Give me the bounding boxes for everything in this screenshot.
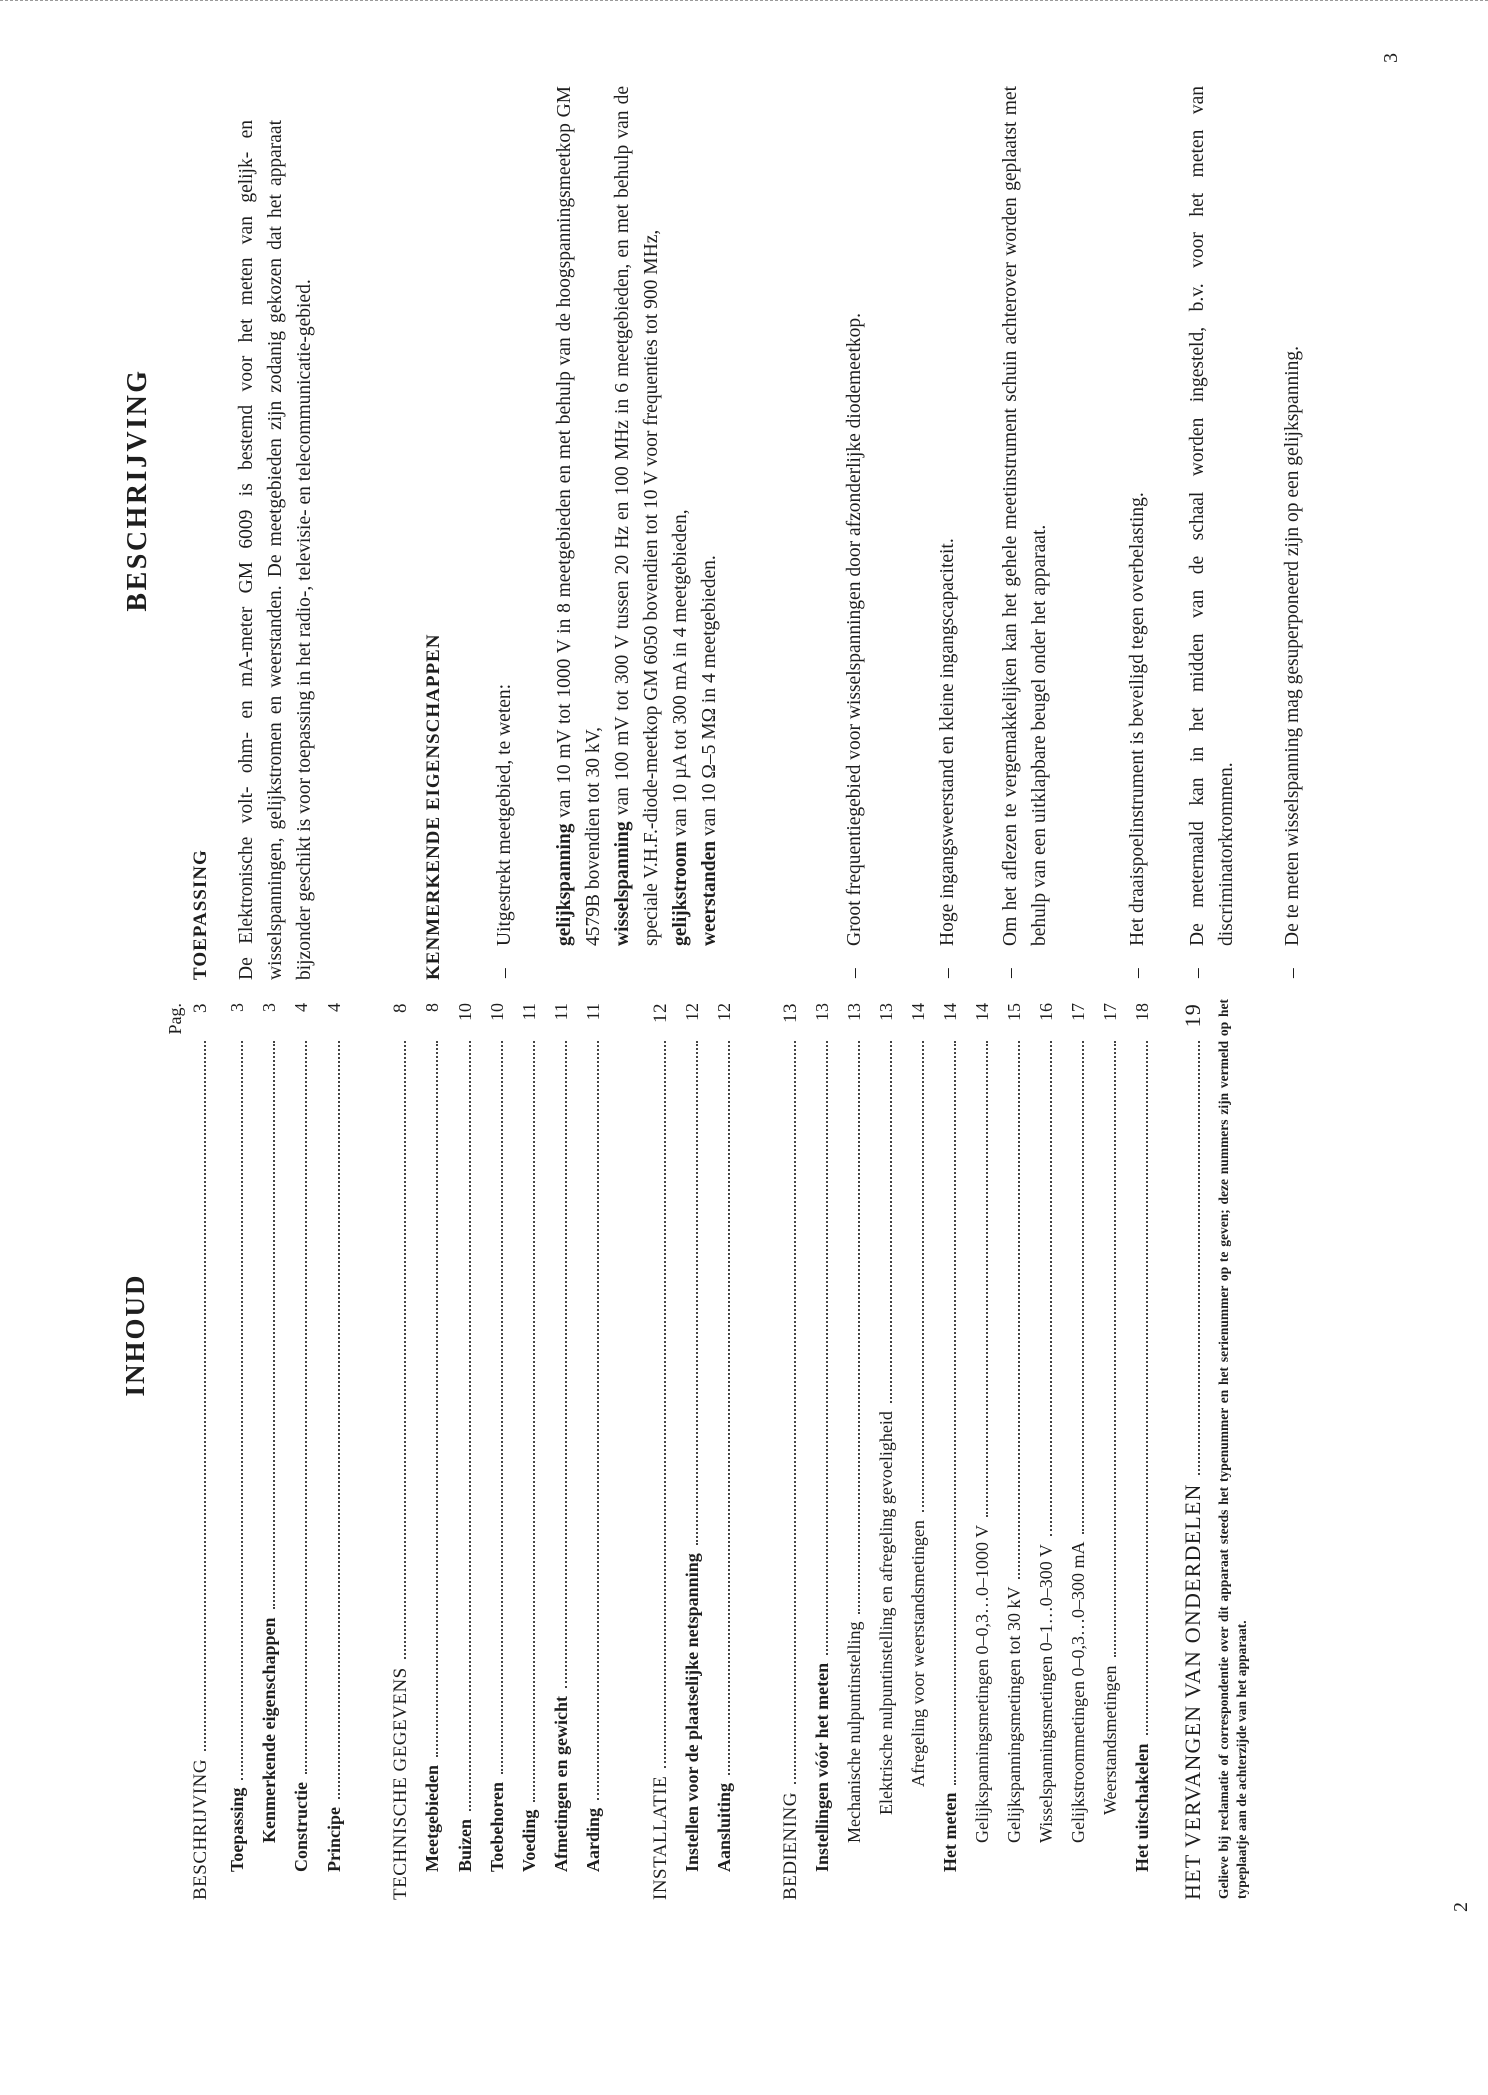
toc-entry-page: 15 [1004,1003,1024,1021]
toc-entry-page: 12 [714,1003,734,1021]
dot-leader [1017,1041,1020,1579]
dot-leader [304,1041,307,1774]
dot-leader [240,1041,243,1780]
dot-leader [1113,1041,1116,1657]
toc-entry-page: 12 [650,1003,671,1023]
toc-entry-label: Meetgebieden [422,1765,442,1872]
toc-entry [1004,1003,1034,1900]
toc-entry [583,1003,613,1900]
toc-entry-label: Buizen [455,1818,475,1872]
toc-entry [972,1003,1002,1900]
list-dash: – [1282,968,1303,978]
toc-entry [259,1003,289,1900]
feature-text: De te meten wisselspanning mag gesuperponeerd zijn op een gelijkspanning. [1282,345,1303,946]
feature-text: Hoge ingangsweerstand en kleine ingangscapaciteit. [937,538,958,946]
page-number-right: 3 [1380,53,1402,63]
text-weerstanden: van 10 Ω–5 MΩ in 4 meetgebieden. [699,555,720,841]
toc-entry-page: 4 [291,1003,311,1012]
dot-leader [889,1041,892,1403]
page-number-left: 2 [1450,1902,1472,1912]
toc-entry-page: 13 [844,1003,864,1021]
description-title: BESCHRIJVING [122,368,153,612]
dot-leader [435,1041,438,1757]
toc-entry-label: Kenmerkende eigenschappen [259,1617,279,1843]
toc-entry-page: 18 [1132,1003,1152,1021]
toc-entry [1068,1003,1098,1900]
toc-entry [812,1003,842,1900]
toc-entry-page: 16 [1036,1003,1056,1021]
toc-entry-page: 13 [780,1003,801,1023]
toc-entry-page: 3 [259,1003,279,1012]
dot-leader [532,1041,535,1802]
toc-entry-label: Gelijkspanningsmetingen 0–0,3…0–1000 V [972,1524,992,1843]
toc-entry-label: Het meten [940,1792,960,1872]
term-weerstanden: weerstanden [699,840,720,946]
toc-entry-label: Constructie [291,1782,311,1872]
toc-entry-label: BESCHRIJVING [190,1758,211,1900]
dot-leader [468,1041,471,1811]
toc-entry [908,1003,938,1900]
toc-entry-label: Wisselspanningsmetingen 0–1…0–300 V [1036,1544,1056,1843]
toc-entry [291,1003,321,1900]
toc-entry [422,1003,452,1900]
dot-leader [596,1041,599,1800]
toc-entry [551,1003,581,1900]
toc-entry-page: 13 [812,1003,832,1021]
dot-leader [1145,1041,1148,1736]
dot-leader [203,1041,206,1751]
toc-entry-page: 12 [682,1003,702,1021]
dot-leader [825,1041,828,1655]
toc-entry-label: Weerstandsmetingen [1100,1665,1120,1815]
toc-entry [390,1003,420,1900]
toc-entry [519,1003,549,1900]
toepassing-text: De Elektronische volt- ohm- en mA-meter GM 6009 is bestemd voor het meten van gelijk- en wisselspanningen, gelijkstromen en weerstanden. De meetgebieden zijn zodanig gekozen dat het apparaat bijzonder geschikt is voor toepassing in het radio-, televisie- en telecommunicatie-gebied. [236,120,315,980]
toc-entry-label: Toepassing [227,1787,247,1872]
list-dash: – [937,968,958,978]
term-gelijkspanning: gelijkspanning [554,823,575,946]
toc-entry-label: INSTALLATIE [650,1775,671,1900]
text-gelijkstroom: van 10 µA tot 300 mA in 4 meetgebieden, [670,509,691,842]
dot-leader [727,1041,730,1775]
feature-text: Groot frequentiegebied voor wisselspanningen door afzonderlijke diodemeetkop. [844,312,865,946]
feature-text: De meternaald kan in het midden van de schaal worden ingesteld, b.v. voor het meten van discriminatorkrommen. [1187,86,1237,946]
toc-entry [190,1003,220,1900]
toc-entry [227,1003,257,1900]
toc-entry-label: Afmetingen en gewicht [551,1696,571,1872]
toc-entry-label: Afregeling voor weerstandsmetingen [908,1520,928,1787]
toc-entry [682,1003,712,1900]
toc-entry-label: TECHNISCHE GEGEVENS [390,1667,411,1900]
toc-entry-page: 10 [455,1003,475,1021]
toc-entry-page: 11 [551,1003,571,1021]
toc-entry-label: Instellen voor de plaatselijke netspanning [682,1553,702,1872]
toc-entry-label: Aansluiting [714,1782,734,1872]
toc-page-column-label: Pag. [165,1003,185,1035]
text-wisselspanning: van 100 mV tot 300 V tussen 20 Hz en 100 MHz in 6 meetgebieden, en met behulp van de speciale V.H.F.-diode-meetkop GM 6050 bovendien tot 10 V voor frequenties tot 900 MHz, [612,86,662,946]
toc-title: INHOUD [120,1273,150,1397]
toc-footnote: Gelieve bij reclamatie of correspondentie over dit apparaat steeds het typenummer en het serienummer op te geven; deze nummers zijn vermeld op het typeplaatje aan de achterzijde van het apparaat. [1216,999,1249,1899]
toc-entry [487,1003,517,1900]
dot-leader [857,1041,860,1614]
dot-leader [337,1041,340,1799]
dot-leader [1197,1041,1200,1475]
dot-leader [1049,1041,1052,1536]
toc-entry-page: 11 [583,1003,603,1021]
toc-entry-page: 8 [422,1003,442,1012]
toc-entry [1100,1003,1130,1900]
toc-entry-page: 17 [1100,1003,1120,1021]
toc-entry-page: 10 [487,1003,507,1021]
dot-leader [403,1041,406,1659]
toc-entry-label: Instellingen vóór het meten [812,1662,832,1872]
list-dash: – [844,968,865,978]
dot-leader [953,1041,956,1785]
toc-entry-label: Aarding [583,1807,603,1872]
toc-entry-page: 19 [1180,1003,1205,1028]
toc-entry [1132,1003,1162,1900]
term-gelijkstroom: gelijkstroom [670,841,691,946]
toc-entry-page: 4 [324,1003,344,1012]
heading-toepassing: TOEPASSING [190,849,211,980]
toc-entry-label: HET VERVANGEN VAN ONDERDELEN [1180,1483,1205,1900]
toc-entry-label: Gelijkspanningsmetingen tot 30 kV [1004,1586,1024,1843]
toc-entry-label: Voeding [519,1809,539,1872]
list-dash: – [1000,968,1021,978]
dot-leader [1081,1041,1084,1534]
toc-entry-page: 14 [972,1003,992,1021]
toc-entry [1036,1003,1066,1900]
dot-leader [663,1041,666,1768]
toc-entry-page: 3 [227,1003,247,1012]
toc-entry-page: 14 [908,1003,928,1021]
term-wisselspanning: wisselspanning [612,821,633,946]
toc-entry [844,1003,874,1900]
measuring-ranges [550,86,724,946]
toc-entry-page: 8 [390,1003,411,1013]
toc-entry-page: 11 [519,1003,539,1021]
toc-entry [324,1003,354,1900]
dot-leader [921,1041,924,1512]
toc-entry-page: 3 [190,1003,211,1013]
dot-leader [695,1041,698,1545]
toc-entry [940,1003,970,1900]
heading-kenmerkende-eigenschappen: KENMERKENDE EIGENSCHAPPEN [423,633,444,980]
dot-leader [272,1041,275,1609]
feature-intro: Uitgestrekt meetgebied, te weten: [494,683,515,946]
dot-leader [985,1041,988,1517]
dot-leader [793,1041,796,1784]
toc-entry-label: BEDIENING [780,1792,801,1900]
toc-entry-label: Het uitschakelen [1132,1743,1152,1872]
toc-entry-label: Gelijkstroommetingen 0–0,3…0–300 mA [1068,1541,1088,1843]
text-gelijkspanning: van 10 mV tot 1000 V in 8 meetgebieden en met behulp van de hoogspanningsmeetkop GM 4579B bovendien tot 30 kV, [554,86,604,946]
toc-entry-label: Toebehoren [487,1781,507,1872]
toc-entry-label: Principe [324,1807,344,1872]
list-dash: – [494,968,515,978]
toc-entry-page: 13 [876,1003,896,1021]
feature-text: Het draaispoelinstrument is beveiligd tegen overbelasting. [1127,492,1148,946]
toc-entry-page: 14 [940,1003,960,1021]
toc-entry-label: Elektrische nulpuntinstelling en afregeling gevoeligheid [876,1411,896,1815]
toc-entry [714,1003,744,1900]
toc-entry [1180,1003,1210,1900]
dot-leader [500,1041,503,1774]
toc-entry [455,1003,485,1900]
toc-entry [780,1003,810,1900]
list-dash: – [1187,968,1208,978]
feature-text: Om het aflezen te vergemakkelijken kan het gehele meetinstrument schuin achterover worden geplaatst met behulp van een uitklapbare beugel onder het apparaat. [1000,86,1050,946]
list-dash: – [1127,968,1148,978]
toc-entry-label: Mechanische nulpuntinstelling [844,1621,864,1843]
dot-leader [564,1041,567,1688]
toc-entry [650,1003,680,1900]
toc-entry-page: 17 [1068,1003,1088,1021]
toc-entry [876,1003,906,1900]
